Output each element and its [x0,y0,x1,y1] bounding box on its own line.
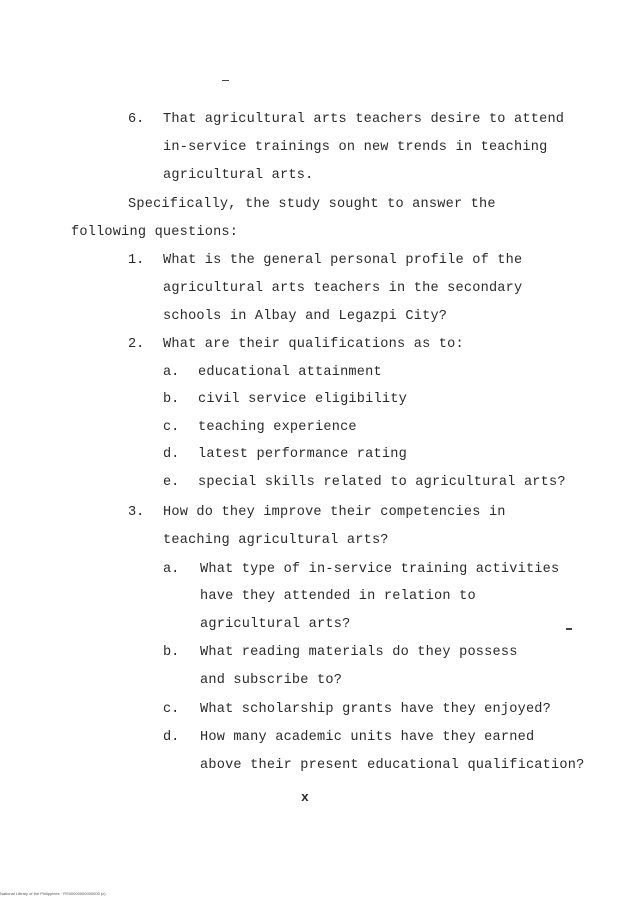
q2-sub-d-text: latest performance rating [198,447,407,462]
q3-number: 3. [128,505,145,520]
q3-sub-b-letter: b. [163,645,180,660]
q2-sub-e-letter: e. [163,475,180,490]
q2-sub-c-text: teaching experience [198,420,357,435]
q2-number: 2. [128,337,145,352]
q3-line-1: How do they improve their competencies in [163,505,506,520]
q3-sub-a-line-1: What type of in-service training activities [200,562,560,577]
q1-line-1: What is the general personal profile of the [163,253,523,268]
q2-sub-b-letter: b. [163,392,180,407]
q3-sub-a-line-3: agricultural arts? [200,617,351,632]
q2-sub-c-letter: c. [163,420,180,435]
intro-line-2: following questions: [71,225,239,240]
q3-sub-a-line-2: have they attended in relation to [200,589,476,604]
q1-line-3: schools in Albay and Legazpi City? [163,309,448,324]
q3-sub-c-line-1: What scholarship grants have they enjoyed? [200,702,552,717]
q2-sub-a-letter: a. [163,365,180,380]
q3-sub-d-letter: d. [163,730,180,745]
q2-sub-b-text: civil service eligibility [198,392,407,407]
item6-line-3: agricultural arts. [163,168,314,183]
q3-sub-d-line-1: How many academic units have they earned [200,730,535,745]
item6-line-2: in-service trainings on new trends in teaching [163,140,548,155]
page-number: x [301,790,309,805]
q3-sub-c-letter: c. [163,702,180,717]
q3-sub-b-line-1: What reading materials do they possess [200,645,518,660]
q2-sub-d-letter: d. [163,447,180,462]
item6-number: 6. [128,112,145,127]
q3-sub-a-letter: a. [163,562,180,577]
q1-line-2: agricultural arts teachers in the secondary [163,281,523,296]
q3-sub-b-line-2: and subscribe to? [200,673,343,688]
q3-line-2: teaching agricultural arts? [163,533,389,548]
q2-sub-a-text: educational attainment [198,365,382,380]
scan-footer: National Library of the Philippines · RS00000000000000 (c) [0,891,106,896]
intro-line-1: Specifically, the study sought to answer the [128,197,496,212]
q2-lead: What are their qualifications as to: [163,337,464,352]
q1-number: 1. [128,253,145,268]
q3-sub-d-line-2: above their present educational qualification? [200,758,585,773]
scan-mark [566,628,572,630]
item6-line-1: That agricultural arts teachers desire to attend [163,112,565,127]
q2-sub-e-text: special skills related to agricultural arts? [198,475,566,490]
scan-mark [222,80,229,81]
